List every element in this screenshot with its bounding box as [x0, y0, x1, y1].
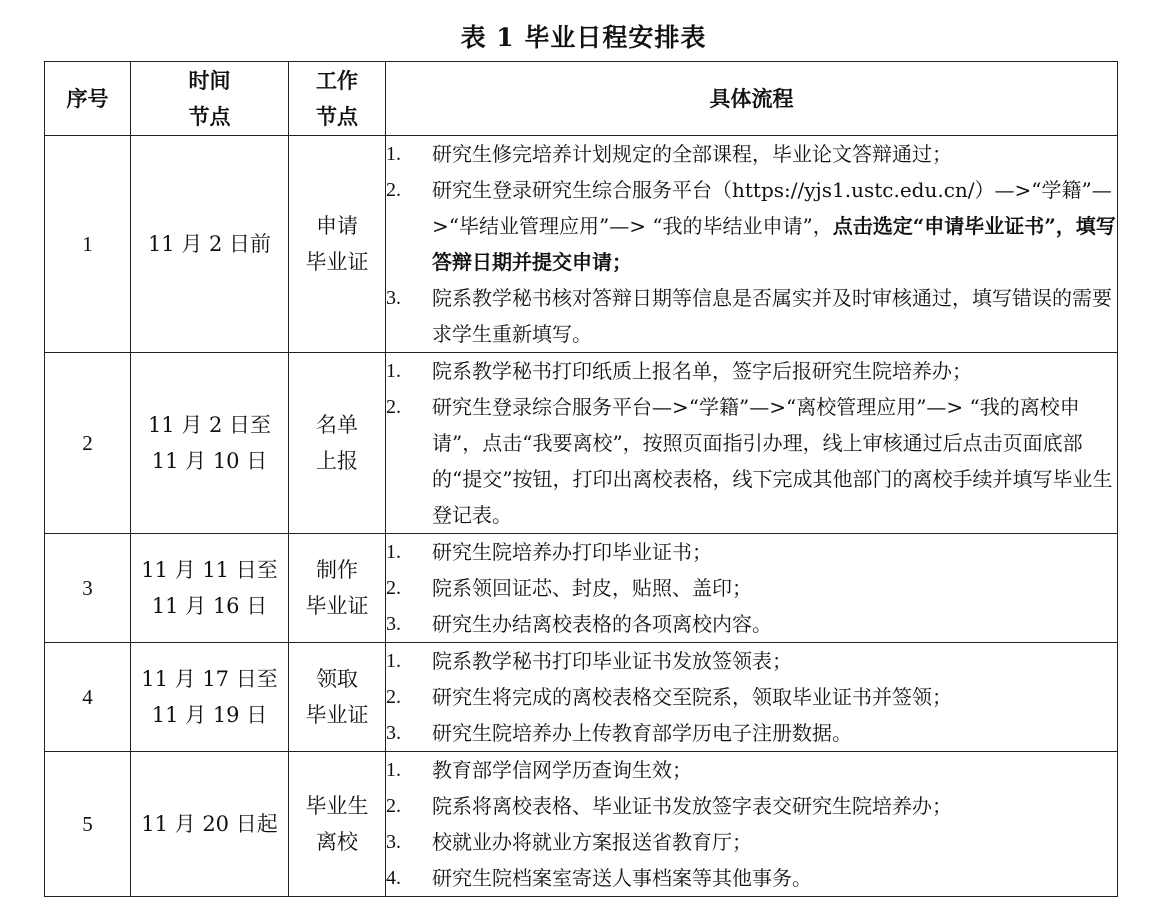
row-work-line1: 领取 — [316, 667, 358, 691]
header-time — [131, 62, 289, 136]
header-seq — [45, 62, 131, 136]
row-work-line2: 毕业证 — [305, 594, 369, 618]
flow-step — [386, 788, 1117, 824]
row-work-line2: 上报 — [316, 449, 358, 473]
step-number: 2. — [386, 179, 401, 201]
row-work-line1: 制作 — [316, 558, 358, 582]
step-number: 2. — [386, 686, 401, 708]
header-time-line1: 时间 — [188, 67, 231, 93]
graduation-schedule-table — [44, 61, 1118, 897]
flow-step — [386, 752, 1117, 788]
row-work-line1: 毕业生 — [305, 794, 369, 818]
step-number: 2. — [386, 577, 401, 599]
step-text — [432, 172, 1117, 280]
row-time — [131, 136, 289, 353]
row-flow — [386, 534, 1118, 643]
row-time-line1: 11 月 2 日前 — [147, 232, 272, 256]
flow-step — [386, 570, 1117, 606]
table-title: 表 1 毕业日程安排表 — [460, 23, 707, 52]
header-work — [289, 62, 386, 136]
step-number: 1. — [386, 541, 401, 563]
flow-step — [386, 534, 1117, 570]
row-work-line2: 离校 — [316, 830, 358, 854]
table-row — [45, 643, 1118, 752]
row-flow — [386, 752, 1118, 897]
table-header-row — [45, 62, 1118, 136]
step-number: 1. — [386, 143, 401, 165]
step-text: 研究生办结离校表格的各项离校内容。 — [432, 612, 772, 636]
step-text: 教育部学信网学历查询生效； — [432, 758, 692, 782]
step-text: 研究生将完成的离校表格交至院系，领取毕业证书并签领； — [432, 685, 952, 709]
step-text-bold: 点击选定“申请毕业证书”，填写答辩日期并提交申请； — [432, 214, 1116, 274]
row-time — [131, 534, 289, 643]
row-time-line2: 11 月 10 日 — [151, 449, 268, 473]
row-work — [289, 136, 386, 353]
row-flow — [386, 643, 1118, 752]
row-time-line1: 11 月 20 日起 — [141, 812, 278, 836]
row-seq: 4 — [45, 643, 131, 752]
step-text: 院系教学秘书打印毕业证书发放签领表； — [432, 649, 792, 673]
flow-step — [386, 643, 1117, 679]
table-row — [45, 353, 1118, 534]
step-text: 院系将离校表格、毕业证书发放签字表交研究生院培养办； — [432, 794, 952, 818]
flow-step — [386, 136, 1117, 172]
row-seq: 3 — [45, 534, 131, 643]
row-work-line1: 名单 — [316, 413, 358, 437]
row-time-line1: 11 月 2 日至 — [147, 413, 272, 437]
row-time-line1: 11 月 11 日至 — [141, 558, 278, 582]
row-work — [289, 534, 386, 643]
step-number: 2. — [386, 396, 401, 418]
step-text: 研究生院培养办打印毕业证书； — [432, 540, 712, 564]
flow-step — [386, 606, 1117, 642]
flow-step — [386, 172, 1117, 280]
flow-step — [386, 824, 1117, 860]
header-flow-label: 具体流程 — [709, 85, 794, 111]
row-work — [289, 353, 386, 534]
header-time-line2: 节点 — [188, 103, 231, 129]
step-text-plain: 研究生登录研究生综合服务平台（https://yjs1.ustc.edu.cn/）—>“学籍”—>“毕结业管理应用”—> “我的毕结业申请”， — [432, 178, 1112, 238]
step-text: 研究生登录综合服务平台—>“学籍”—>“离校管理应用”—> “我的离校申请”，点击“我要离校”，按照页面指引办理，线上审核通过后点击页面底部的“提交”按钮，打印出离校表格，线下完成其他部门的离校手续并填写毕业生登记表。 — [432, 395, 1113, 527]
row-time-line2: 11 月 19 日 — [151, 703, 268, 727]
row-seq: 1 — [45, 136, 131, 353]
header-seq-label: 序号 — [66, 85, 109, 111]
header-work-line1: 工作 — [316, 67, 358, 93]
row-time-line2: 11 月 16 日 — [151, 594, 268, 618]
row-work — [289, 643, 386, 752]
step-text: 院系教学秘书打印纸质上报名单，签字后报研究生院培养办； — [432, 359, 972, 383]
flow-step — [386, 280, 1117, 352]
row-work-line2: 毕业证 — [305, 703, 369, 727]
step-number: 4. — [386, 867, 401, 889]
row-seq: 5 — [45, 752, 131, 897]
flow-step — [386, 353, 1117, 389]
row-time-line1: 11 月 17 日至 — [141, 667, 278, 691]
row-work-line1: 申请 — [316, 214, 358, 238]
row-time — [131, 752, 289, 897]
step-number: 3. — [386, 287, 401, 309]
step-text: 研究生院档案室寄送人事档案等其他事务。 — [432, 866, 812, 890]
step-number: 2. — [386, 795, 401, 817]
row-work — [289, 752, 386, 897]
step-text: 研究生院培养办上传教育部学历电子注册数据。 — [432, 721, 852, 745]
row-time — [131, 353, 289, 534]
header-work-line2: 节点 — [316, 103, 358, 129]
step-text: 研究生修完培养计划规定的全部课程，毕业论文答辩通过； — [432, 142, 952, 166]
step-number: 1. — [386, 650, 401, 672]
header-flow — [386, 62, 1118, 136]
flow-step — [386, 679, 1117, 715]
step-number: 3. — [386, 831, 401, 853]
step-number: 1. — [386, 360, 401, 382]
table-row — [45, 534, 1118, 643]
table-row — [45, 136, 1118, 353]
step-text: 院系教学秘书核对答辩日期等信息是否属实并及时审核通过，填写错误的需要求学生重新填写。 — [432, 286, 1112, 346]
row-seq: 2 — [45, 353, 131, 534]
step-text: 院系领回证芯、封皮，贴照、盖印； — [432, 576, 752, 600]
step-text: 校就业办将就业方案报送省教育厅； — [432, 830, 752, 854]
flow-step — [386, 860, 1117, 896]
row-flow — [386, 353, 1118, 534]
row-work-line2: 毕业证 — [305, 250, 369, 274]
flow-step — [386, 715, 1117, 751]
step-number: 1. — [386, 759, 401, 781]
row-time — [131, 643, 289, 752]
row-flow — [386, 136, 1118, 353]
step-number: 3. — [386, 613, 401, 635]
step-number: 3. — [386, 722, 401, 744]
flow-step — [386, 389, 1117, 533]
table-row — [45, 752, 1118, 897]
